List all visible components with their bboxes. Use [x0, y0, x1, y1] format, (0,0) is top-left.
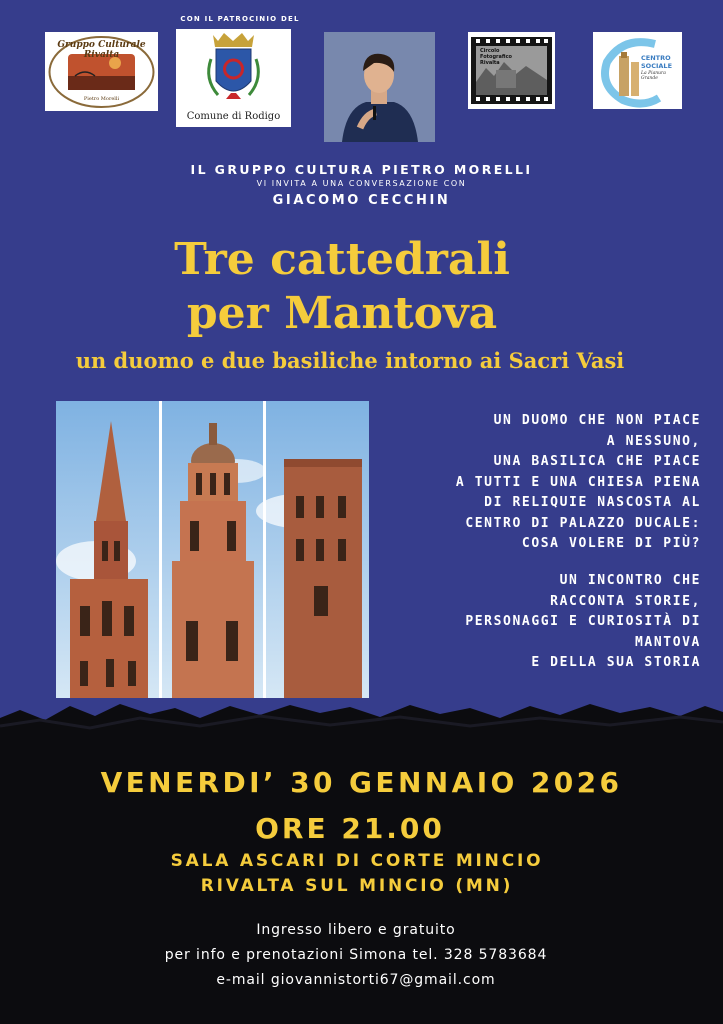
centro-sociale-line3: La Pianura Grande	[641, 71, 666, 81]
gruppo-culturale-subname: Pietro Morelli	[83, 96, 120, 102]
venue-line-1: SALA ASCARI DI CORTE MINCIO	[170, 851, 544, 871]
comune-name: Comune di Rodigo	[186, 111, 281, 122]
title-line-2: per Mantova	[186, 288, 498, 339]
circolo-fotografico-name: Circolo Fotografico Rivalta	[480, 48, 512, 66]
centro-sociale-line1: CENTRO	[641, 54, 671, 62]
event-time: ORE 21.00	[255, 812, 445, 845]
venue-line-2: RIVALTA SUL MINCIO (MN)	[200, 876, 514, 896]
event-date: VENERDI’ 30 GENNAIO 2026	[100, 766, 623, 799]
comune-di-rodigo-logo	[176, 29, 291, 127]
subtitle: un duomo e due basiliche intorno ai Sacri Vasi	[75, 348, 625, 373]
circolo-fotografico-logo	[468, 32, 555, 109]
description-paragraph-2: UN INCONTRO CHE RACCONTA STORIE, PERSONAGGI E CURIOSITÀ DI MANTOVA E DELLA SUA STORIA	[465, 573, 701, 670]
gruppo-culturale-logo	[45, 32, 158, 111]
description-paragraph-1: UN DUOMO CHE NON PIACE A NESSUNO, UNA BASILICA CHE PIACE A TUTTI E UNA CHIESA PIENA DI RELIQUIE NASCOSTA AL CENTRO DI PALAZZO DUCALE: COSA VOLERE DI PIÙ?	[455, 413, 701, 551]
cathedral-towers-photo	[56, 401, 369, 698]
centro-sociale-line2: SOCIALE	[641, 62, 673, 70]
centro-sociale-logo	[593, 32, 682, 109]
gruppo-culturale-name: Gruppo Culturale Rivalta	[57, 40, 146, 60]
organizer-line: IL GRUPPO CULTURA PIETRO MORELLI	[190, 162, 533, 177]
contact-email: e-mail giovannistorti67@gmail.com	[216, 972, 496, 988]
speaker-photo	[324, 32, 435, 142]
title-line-1: Tre cattedrali	[174, 234, 510, 285]
invitation-line: VI INVITA A UNA CONVERSAZIONE CON	[256, 179, 467, 188]
patronage-label: CON IL PATROCINIO DEL	[180, 15, 300, 23]
booking-phone: per info e prenotazioni Simona tel. 328 5783684	[164, 947, 548, 963]
speaker-name: GIACOMO CECCHIN	[272, 193, 451, 208]
entry-info: Ingresso libero e gratuito	[256, 922, 456, 938]
